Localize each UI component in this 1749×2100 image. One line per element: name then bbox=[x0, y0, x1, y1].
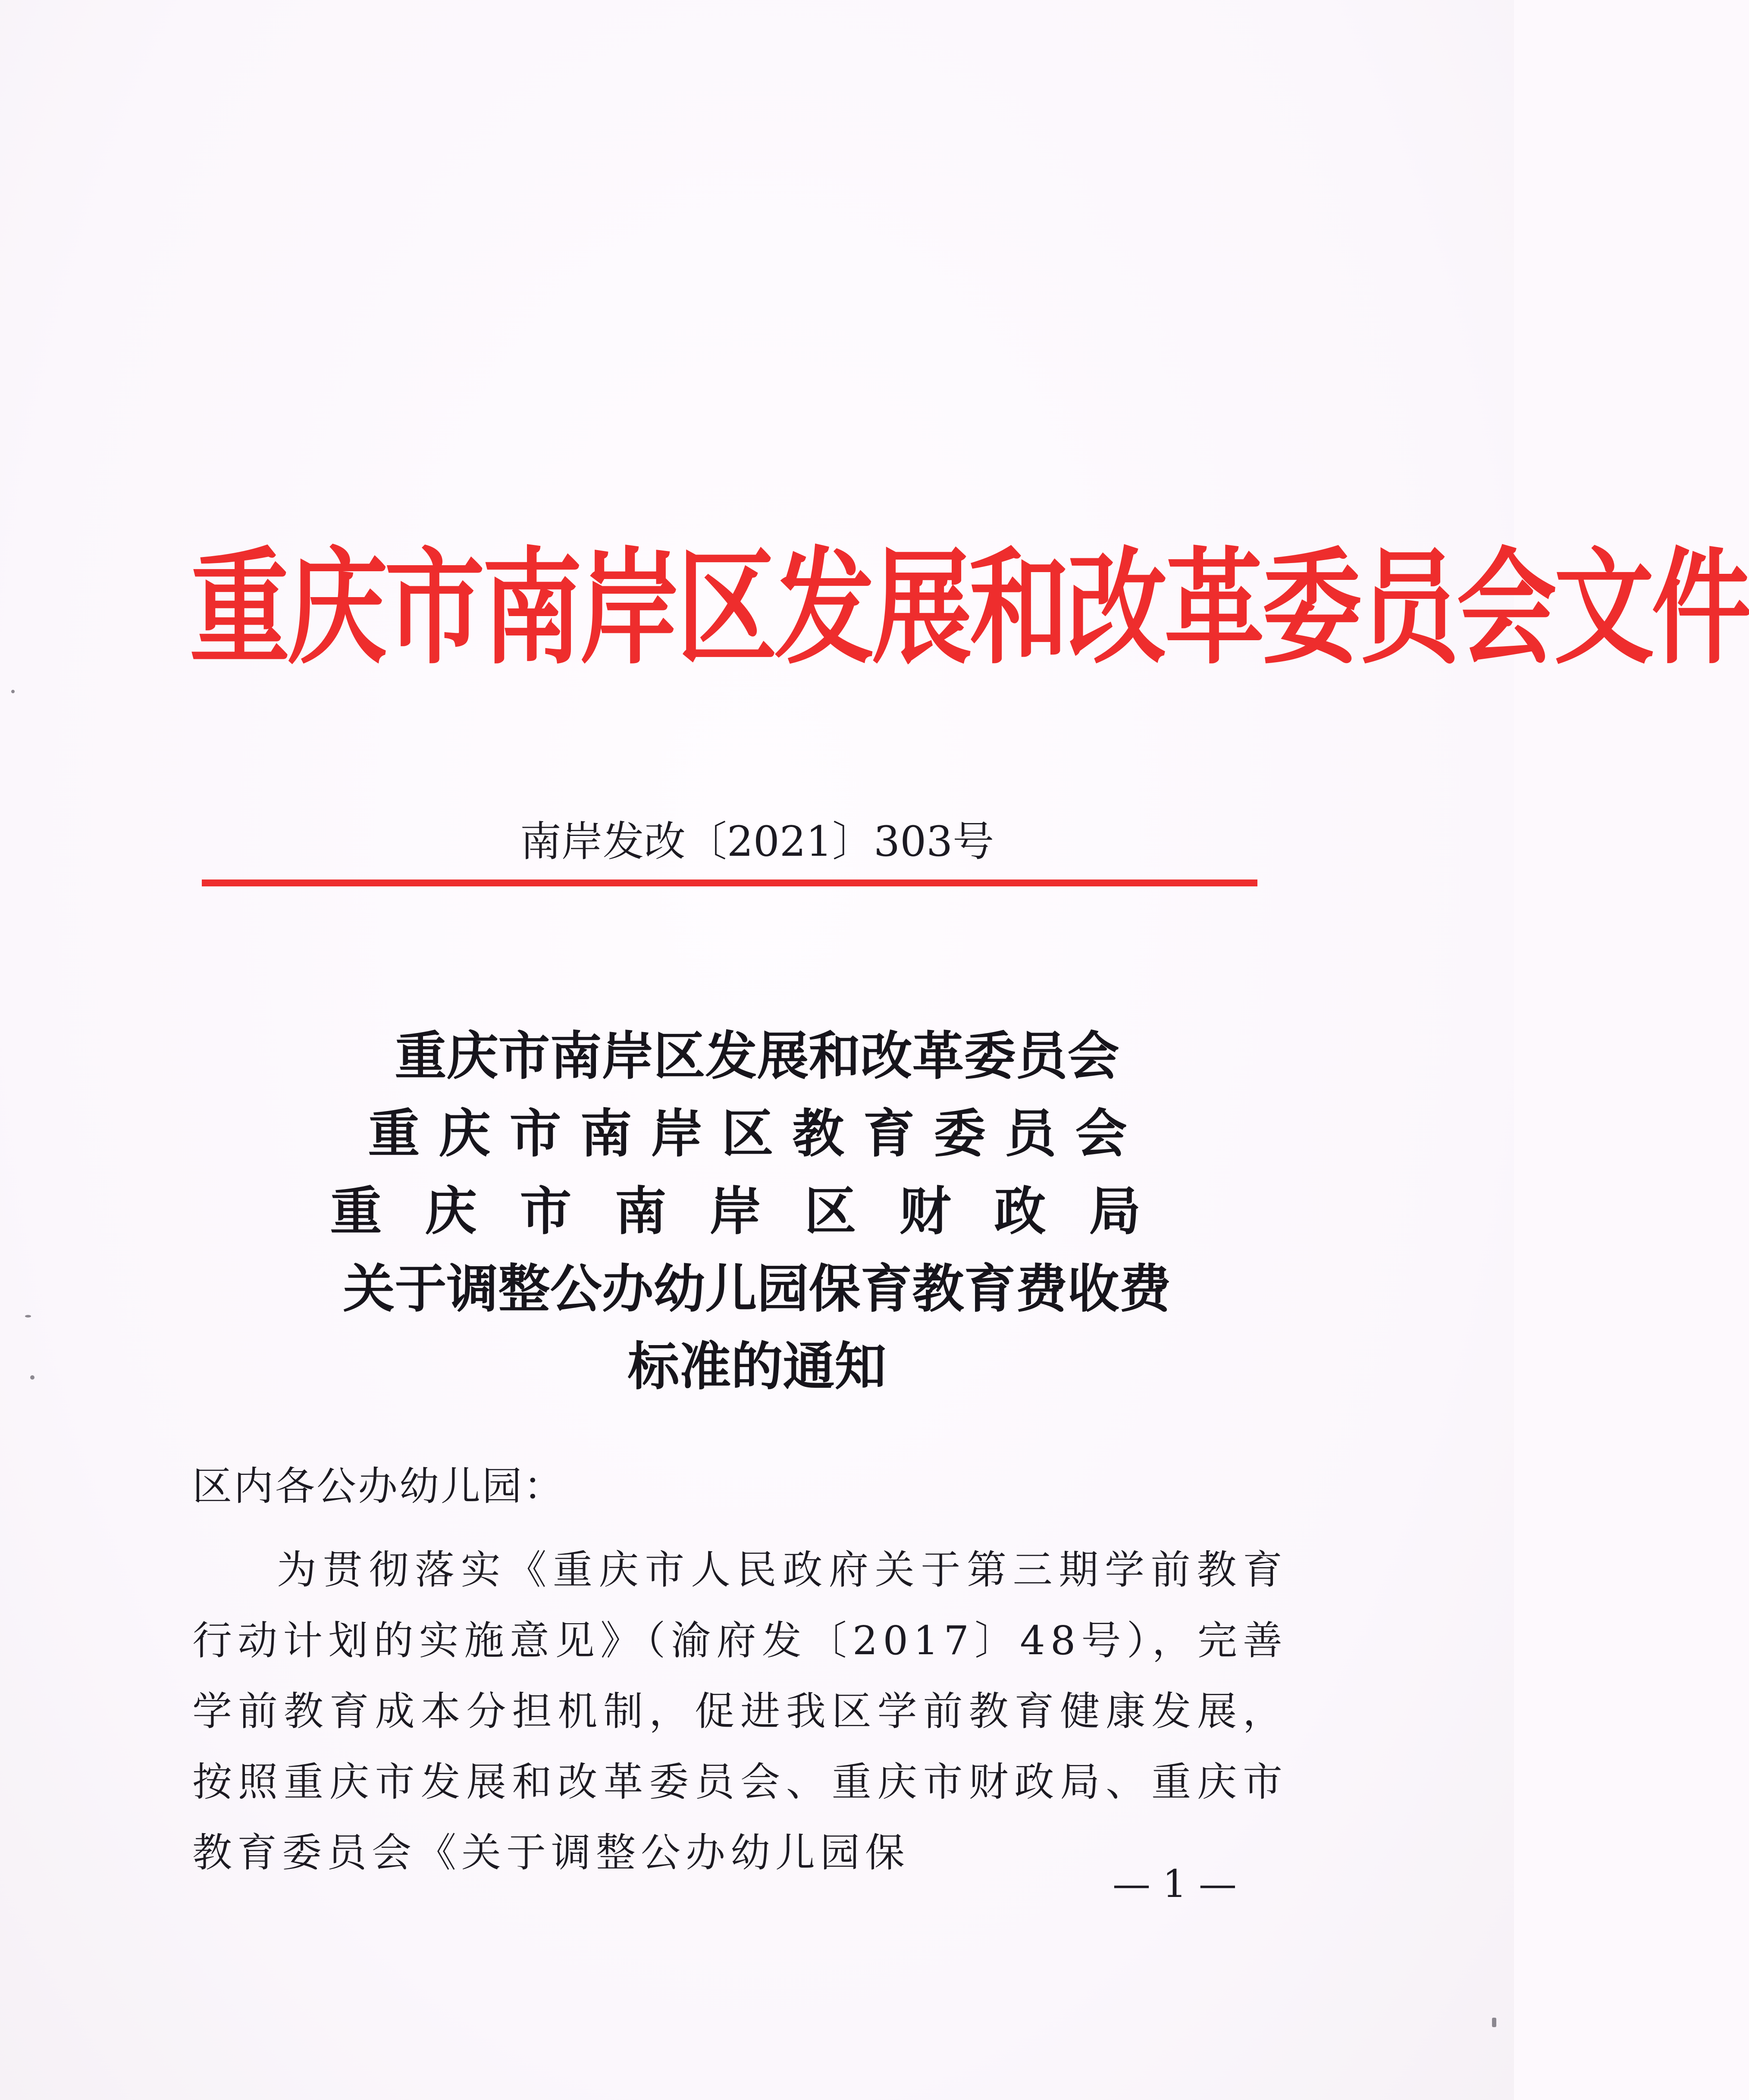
document-title bbox=[0, 1017, 1514, 1405]
body-paragraph: 为贯彻落实《重庆市人民政府关于第三期学前教育行动计划的实施意见》（渝府发〔2017〕48号），完善学前教育成本分担机制，促进我区学前教育健康发展，按照重庆市发展和改革委员会、重庆市财政局、重庆市教育委员会《关于调整公办幼儿园保 bbox=[192, 1547, 1288, 1876]
body-text bbox=[192, 1535, 1288, 1888]
title-line: 关于调整公办幼儿园保育教育费收费 bbox=[343, 1258, 1171, 1319]
scan-speck bbox=[30, 1375, 34, 1380]
title-line: 重庆市南岸区发展和改革委员会 bbox=[395, 1026, 1119, 1086]
red-separator-line bbox=[202, 879, 1257, 886]
scan-speck bbox=[25, 1315, 31, 1318]
document-number: 南岸发改〔2021〕303号 bbox=[520, 817, 994, 866]
scan-speck bbox=[11, 690, 15, 693]
issuer-header: 重庆市南岸区发展和改革委员会文件 bbox=[190, 534, 1749, 681]
title-line: 重庆市南岸区财政局 bbox=[330, 1181, 1184, 1242]
salutation: 区内各公办幼儿园： bbox=[192, 1463, 565, 1509]
title-line: 标准的通知 bbox=[627, 1336, 887, 1397]
scan-speck bbox=[1492, 2018, 1496, 2027]
page-number: — 1 — bbox=[1113, 1862, 1237, 1906]
title-line: 重庆市南岸区教育委员会 bbox=[368, 1103, 1146, 1164]
